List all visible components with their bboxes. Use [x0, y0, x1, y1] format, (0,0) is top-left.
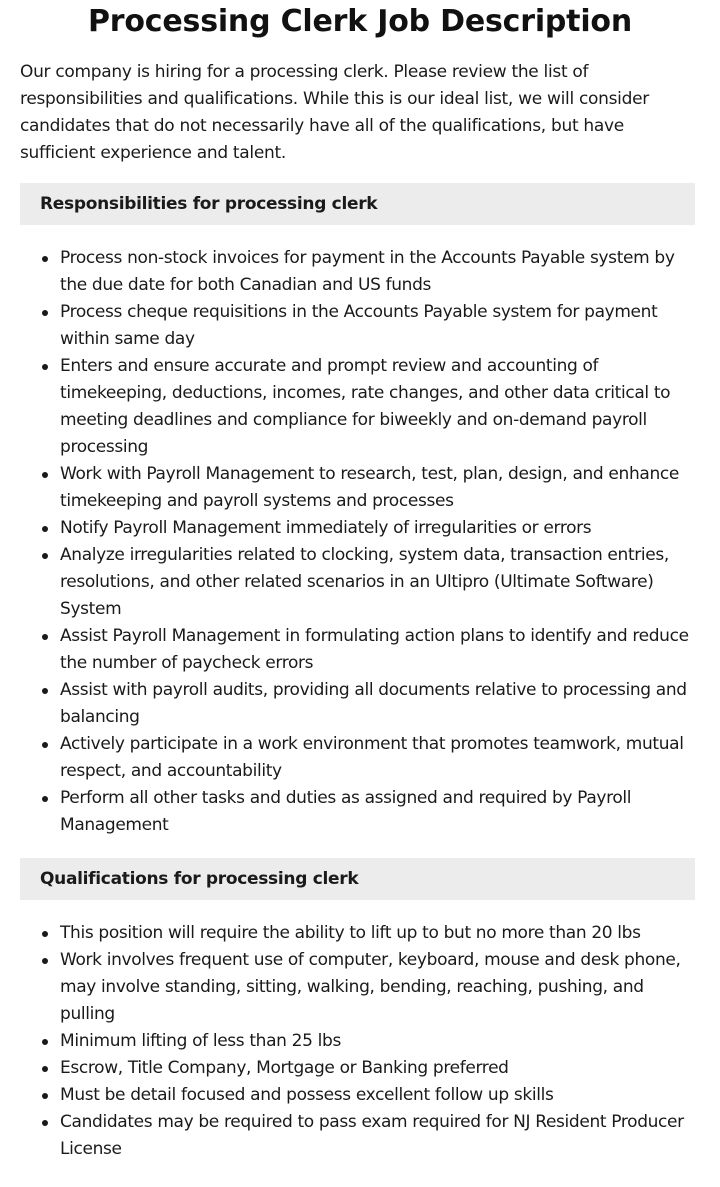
qualifications-heading: Qualifications for processing clerk: [20, 858, 695, 900]
page-title: Processing Clerk Job Description: [88, 4, 632, 39]
list-item: Escrow, Title Company, Mortgage or Banking preferred: [20, 1055, 695, 1082]
responsibilities-list: [20, 245, 695, 839]
list-item: Perform all other tasks and duties as assigned and required by Payroll Management: [20, 785, 695, 839]
list-item: Must be detail focused and possess excellent follow up skills: [20, 1082, 695, 1109]
list-item: Assist Payroll Management in formulating action plans to identify and reduce the number of paycheck errors: [20, 623, 695, 677]
list-item: Actively participate in a work environment that promotes teamwork, mutual respect, and accountability: [20, 731, 695, 785]
list-item: Work with Payroll Management to research, test, plan, design, and enhance timekeeping and payroll systems and processes: [20, 461, 695, 515]
list-item: Process cheque requisitions in the Accounts Payable system for payment within same day: [20, 299, 695, 353]
list-item: Minimum lifting of less than 25 lbs: [20, 1028, 695, 1055]
responsibilities-heading: Responsibilities for processing clerk: [20, 183, 695, 225]
list-item: Candidates may be required to pass exam required for NJ Resident Producer License: [20, 1109, 695, 1163]
intro-paragraph: Our company is hiring for a processing clerk. Please review the list of responsibilities and qualifications. While this is our ideal list, we will consider candidates that do not necessarily have all of the qualifications, but have sufficient experience and talent.: [20, 62, 649, 163]
list-item: Work involves frequent use of computer, keyboard, mouse and desk phone, may involve standing, sitting, walking, bending, reaching, pushing, and pulling: [20, 947, 695, 1028]
list-item: Process non-stock invoices for payment in the Accounts Payable system by the due date for both Canadian and US funds: [20, 245, 695, 299]
list-item: Analyze irregularities related to clocking, system data, transaction entries, resolutions, and other related scenarios in an Ultipro (Ultimate Software) System: [20, 542, 695, 623]
list-item: This position will require the ability to lift up to but no more than 20 lbs: [20, 920, 695, 947]
list-item: Assist with payroll audits, providing all documents relative to processing and balancing: [20, 677, 695, 731]
list-item: Notify Payroll Management immediately of irregularities or errors: [20, 515, 695, 542]
qualifications-list: [20, 920, 695, 1163]
list-item: Enters and ensure accurate and prompt review and accounting of timekeeping, deductions, incomes, rate changes, and other data critical to meeting deadlines and compliance for biweekly and on-demand payroll processing: [20, 353, 695, 461]
